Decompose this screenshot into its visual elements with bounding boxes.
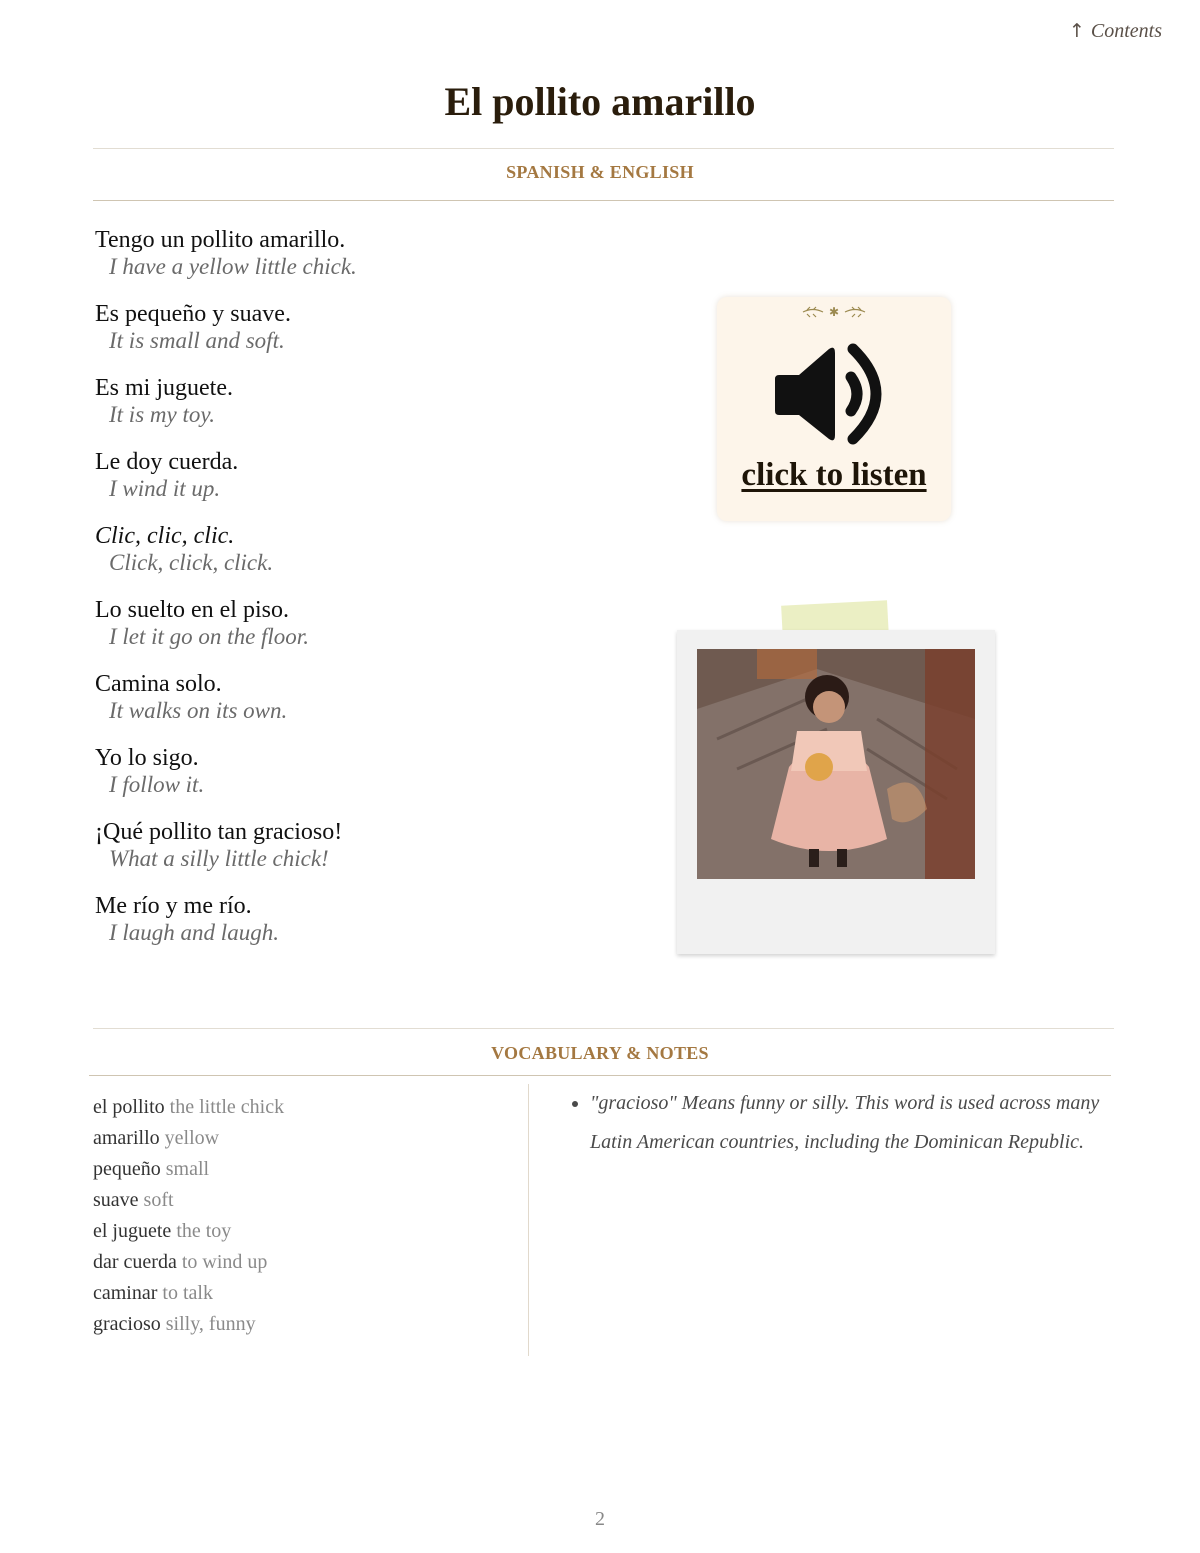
vocab-item <box>93 1092 513 1123</box>
spanish-line: Camina solo. <box>95 671 222 697</box>
english-line: I follow it. <box>109 772 205 797</box>
vocab-term: el juguete <box>93 1220 172 1242</box>
vocab-item <box>93 1185 513 1216</box>
english-line: I laugh and laugh. <box>109 920 279 945</box>
flourish-ornament-icon <box>717 305 951 324</box>
vocab-gloss: yellow <box>164 1127 220 1149</box>
audio-play-button[interactable] <box>717 297 951 521</box>
line-pair <box>95 226 655 280</box>
divider <box>93 200 1114 201</box>
spanish-line: Me río y me río. <box>95 893 252 919</box>
spanish-line: Es pequeño y suave. <box>95 301 291 327</box>
bilingual-text <box>95 226 655 966</box>
page-number: 2 <box>595 1508 605 1530</box>
spanish-line: Clic, clic, clic. <box>95 523 235 549</box>
vocab-term: gracioso <box>93 1313 161 1335</box>
spanish-line: ¡Qué pollito tan gracioso! <box>95 819 343 845</box>
line-pair <box>95 596 655 650</box>
vocab-item <box>93 1123 513 1154</box>
spanish-line: Tengo un pollito amarillo. <box>95 227 346 253</box>
vocab-gloss: small <box>165 1158 210 1180</box>
english-line: I have a yellow little chick. <box>109 254 357 279</box>
line-pair <box>95 744 655 798</box>
vocab-item <box>93 1154 513 1185</box>
english-line: It is small and soft. <box>109 328 285 353</box>
vocab-term: suave <box>93 1189 139 1211</box>
english-line: Click, click, click. <box>109 550 274 575</box>
english-line: I let it go on the floor. <box>109 624 309 649</box>
up-arrow-icon: ↑ <box>1068 20 1085 42</box>
vocab-gloss: the toy <box>176 1220 232 1242</box>
spanish-line: Es mi juguete. <box>95 375 233 401</box>
divider <box>93 1028 1114 1029</box>
vocab-gloss: the little chick <box>169 1096 285 1118</box>
contents-label: Contents <box>1090 20 1162 42</box>
svg-text:✱: ✱ <box>828 305 840 319</box>
note-item: • "gracioso" Means funny or silly. This word is used across many Latin American countries, including the Dominican Republic. <box>590 1084 1140 1162</box>
vocab-item <box>93 1216 513 1247</box>
line-pair <box>95 300 655 354</box>
page-title: El pollito amarillo <box>444 79 756 124</box>
vocab-term: pequeño <box>93 1158 161 1180</box>
listen-label: click to listen <box>741 457 927 493</box>
vocab-term: dar cuerda <box>93 1251 177 1273</box>
vocab-gloss: to talk <box>162 1282 213 1304</box>
vocab-term: el pollito <box>93 1096 165 1118</box>
contents-link[interactable] <box>1069 20 1162 43</box>
speaker-icon <box>773 341 897 452</box>
polaroid-frame <box>677 630 995 954</box>
vocab-item <box>93 1309 513 1340</box>
line-pair <box>95 522 655 576</box>
english-line: I wind it up. <box>109 476 221 501</box>
column-divider <box>528 1084 529 1356</box>
vocab-term: caminar <box>93 1282 158 1304</box>
section-label-spanish-english: SPANISH & ENGLISH <box>506 162 694 182</box>
line-pair <box>95 670 655 724</box>
child-photo <box>697 649 975 879</box>
notes-list <box>568 1084 1140 1162</box>
spanish-line: Yo lo sigo. <box>95 745 199 771</box>
english-line: It is my toy. <box>109 402 216 427</box>
spanish-line: Le doy cuerda. <box>95 449 239 475</box>
line-pair <box>95 448 655 502</box>
divider <box>89 1075 1111 1076</box>
line-pair <box>95 818 655 872</box>
line-pair <box>95 374 655 428</box>
section-label-vocabulary-notes: VOCABULARY & NOTES <box>491 1043 709 1063</box>
english-line: What a silly little chick! <box>109 846 329 871</box>
english-line: It walks on its own. <box>109 698 288 723</box>
line-pair <box>95 892 655 946</box>
vocab-gloss: soft <box>143 1189 174 1211</box>
vocab-item <box>93 1247 513 1278</box>
vocab-item <box>93 1278 513 1309</box>
vocabulary-list <box>93 1092 513 1340</box>
spanish-line: Lo suelto en el piso. <box>95 597 289 623</box>
vocab-term: amarillo <box>93 1127 160 1149</box>
vocab-gloss: to wind up <box>181 1251 268 1273</box>
divider <box>93 148 1114 149</box>
vocab-gloss: silly, funny <box>165 1313 256 1335</box>
